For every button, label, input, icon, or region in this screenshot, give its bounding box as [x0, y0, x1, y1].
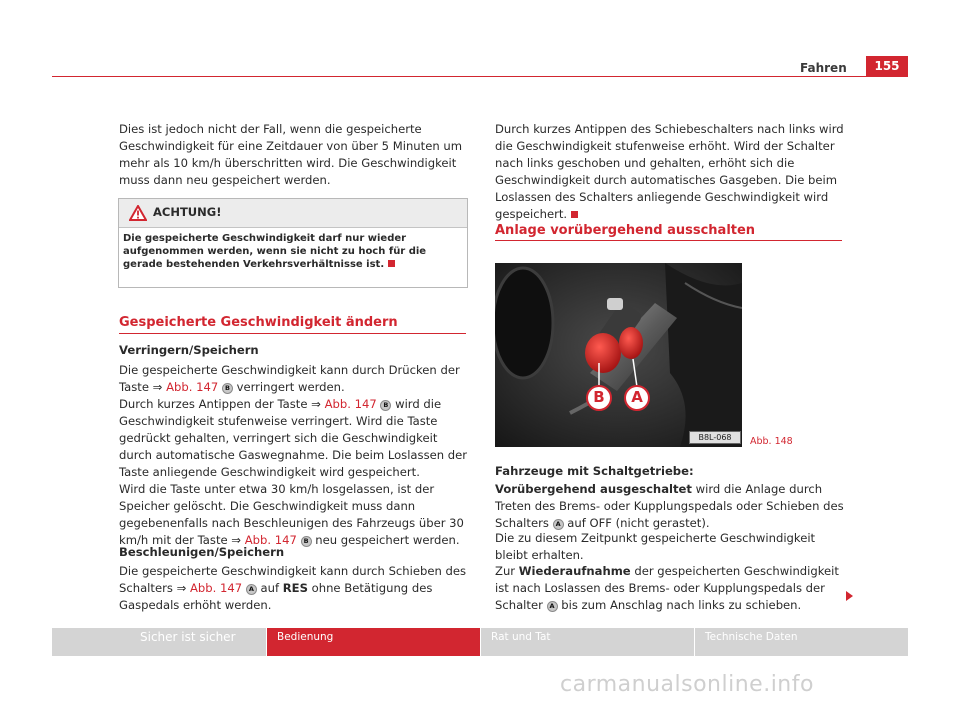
- p3-text-a: Zur: [495, 564, 516, 578]
- p1-text-a: Die gespeicherte Geschwindigkeit kann durch Drücken der Taste ⇒: [119, 363, 460, 394]
- p1-text-a: wird die Anlage durch Treten des Brems- oder Kupplungspedals oder Schieben des Schalters: [495, 482, 844, 530]
- paragraph-decrease-3: [119, 481, 471, 549]
- p4-text-mid: auf: [260, 581, 280, 595]
- marker-b-icon: B: [380, 400, 391, 411]
- warning-title: ACHTUNG!: [153, 205, 222, 219]
- p1-text-b: auf OFF (nicht gerastet).: [567, 516, 710, 530]
- paragraph-disable-1: [495, 481, 847, 532]
- section-title-disable: Anlage vorübergehend ausschalten: [495, 223, 756, 238]
- p2-text-a: Durch kurzes Antippen der Taste ⇒: [119, 397, 321, 411]
- figure-ref-link[interactable]: Abb. 147: [166, 380, 219, 394]
- photo-code: B8L-068: [689, 431, 741, 444]
- warning-header: [119, 199, 467, 228]
- next-page-arrow-icon[interactable]: [846, 591, 853, 601]
- p2-text-b: wird die Geschwindigkeit stufenweise verringert. Wird die Taste gedrückt gehalten, verringert sich die Geschwindigkeit durch automatische Gaswegnahme. Die beim Loslassen der Taste anliegende Geschwindigkeit wird gespeichert.: [119, 397, 468, 479]
- paragraph-disable-3: [495, 563, 847, 614]
- figure-ref-link[interactable]: Abb. 147: [189, 581, 243, 595]
- p3-text-b: neu gespeichert werden.: [315, 533, 460, 547]
- figure-ref-link[interactable]: Abb. 147: [324, 397, 377, 411]
- section-end-marker: [571, 211, 578, 218]
- p3-bold: Wiederaufnahme: [518, 564, 631, 578]
- res-label: RES: [282, 581, 308, 595]
- p3-text-b: der gespeicherten Geschwindigkeit ist nach Loslassen des Brems- oder Kupplungspedals der Schalter: [495, 564, 839, 612]
- photo-label-a: A: [631, 388, 643, 406]
- chapter-title: Fahren: [800, 61, 847, 75]
- p1-bold: Vorübergehend ausgeschaltet: [495, 482, 692, 496]
- p4-text-a: Die gespeicherte Geschwindigkeit kann durch Schieben des Schalters ⇒: [119, 564, 467, 595]
- section-rule: [119, 333, 466, 334]
- section-rule: [495, 240, 842, 241]
- page-number: 155: [866, 56, 908, 76]
- right-intro-text: Durch kurzes Antippen des Schiebeschalters nach links wird die Geschwindigkeit stufenweise erhöht. Wird der Schalter nach links geschoben und gehalten, erhöht sich die Geschwindigkeit durch automatisches Gasgeben. Die beim Loslassen des Schalters anliegende Geschwindigkeit wird gespeichert.: [495, 122, 844, 221]
- figure-ref-link[interactable]: Abb. 147: [244, 533, 297, 547]
- warning-box: [118, 198, 468, 288]
- p1-text-b: verringert werden.: [236, 380, 345, 394]
- paragraph-disable-2: Die zu diesem Zeitpunkt gespeicherte Geschwindigkeit bleibt erhalten.: [495, 531, 816, 562]
- marker-b-icon: B: [301, 536, 312, 547]
- warning-text: [123, 232, 465, 271]
- paragraph-accelerate: [119, 563, 471, 614]
- marker-a-icon: A: [547, 601, 558, 612]
- paragraph-decrease-1: [119, 362, 471, 396]
- marker-a-icon: A: [246, 584, 257, 595]
- left-intro-paragraph: Dies ist jedoch nicht der Fall, wenn die gespeicherte Geschwindigkeit für eine Zeitdauer von über 5 Minuten um mehr als 10 km/h überschritten wird. Die Geschwindigkeit muss dann neu gespeichert werden.: [119, 122, 463, 187]
- subheading-manual-gearbox: Fahrzeuge mit Schaltgetriebe:: [495, 464, 694, 478]
- figure-caption: Abb. 148: [750, 436, 793, 447]
- tab-sicher-ist-sicher[interactable]: Sicher ist sicher: [52, 628, 266, 656]
- p3-text-a: Wird die Taste unter etwa 30 km/h losgelassen, ist der Speicher gelöscht. Die Geschwindigkeit muss dann gegebenenfalls nach Beschleunigen des Fahrzeugs über 30 km/h mit der Taste ⇒: [119, 482, 464, 547]
- header-rule: [52, 76, 908, 77]
- paragraph-decrease-2: [119, 396, 471, 481]
- section-title-change-speed: Gespeicherte Geschwindigkeit ändern: [119, 315, 398, 330]
- stalk-illustration-icon: [495, 263, 742, 447]
- marker-a-icon: A: [553, 519, 564, 530]
- p3-text-c: bis zum Anschlag nach links zu schieben.: [561, 598, 802, 612]
- p4-text-b: ohne Betätigung des Gaspedals erhöht werden.: [119, 581, 433, 612]
- tab-rat-und-tat[interactable]: Rat und Tat: [481, 628, 694, 656]
- section-end-marker: [388, 260, 395, 267]
- marker-b-icon: B: [222, 383, 233, 394]
- watermark: carmanualsonline.info: [560, 672, 814, 697]
- cruise-control-photo: [495, 263, 742, 447]
- tab-bedienung[interactable]: Bedienung: [267, 628, 480, 656]
- right-intro-paragraph: [495, 121, 847, 223]
- subheading-decrease: Verringern/Speichern: [119, 343, 259, 357]
- warning-triangle-icon: [129, 205, 147, 221]
- warning-body: Die gespeicherte Geschwindigkeit darf nur wieder aufgenommen werden, wenn sie nicht zu hoch für die gerade bestehenden Verkehrsverhältnisse ist.: [123, 233, 427, 270]
- subheading-accelerate: Beschleunigen/Speichern: [119, 545, 285, 559]
- tab-technische-daten[interactable]: Technische Daten: [695, 628, 908, 656]
- photo-label-b: B: [593, 388, 605, 406]
